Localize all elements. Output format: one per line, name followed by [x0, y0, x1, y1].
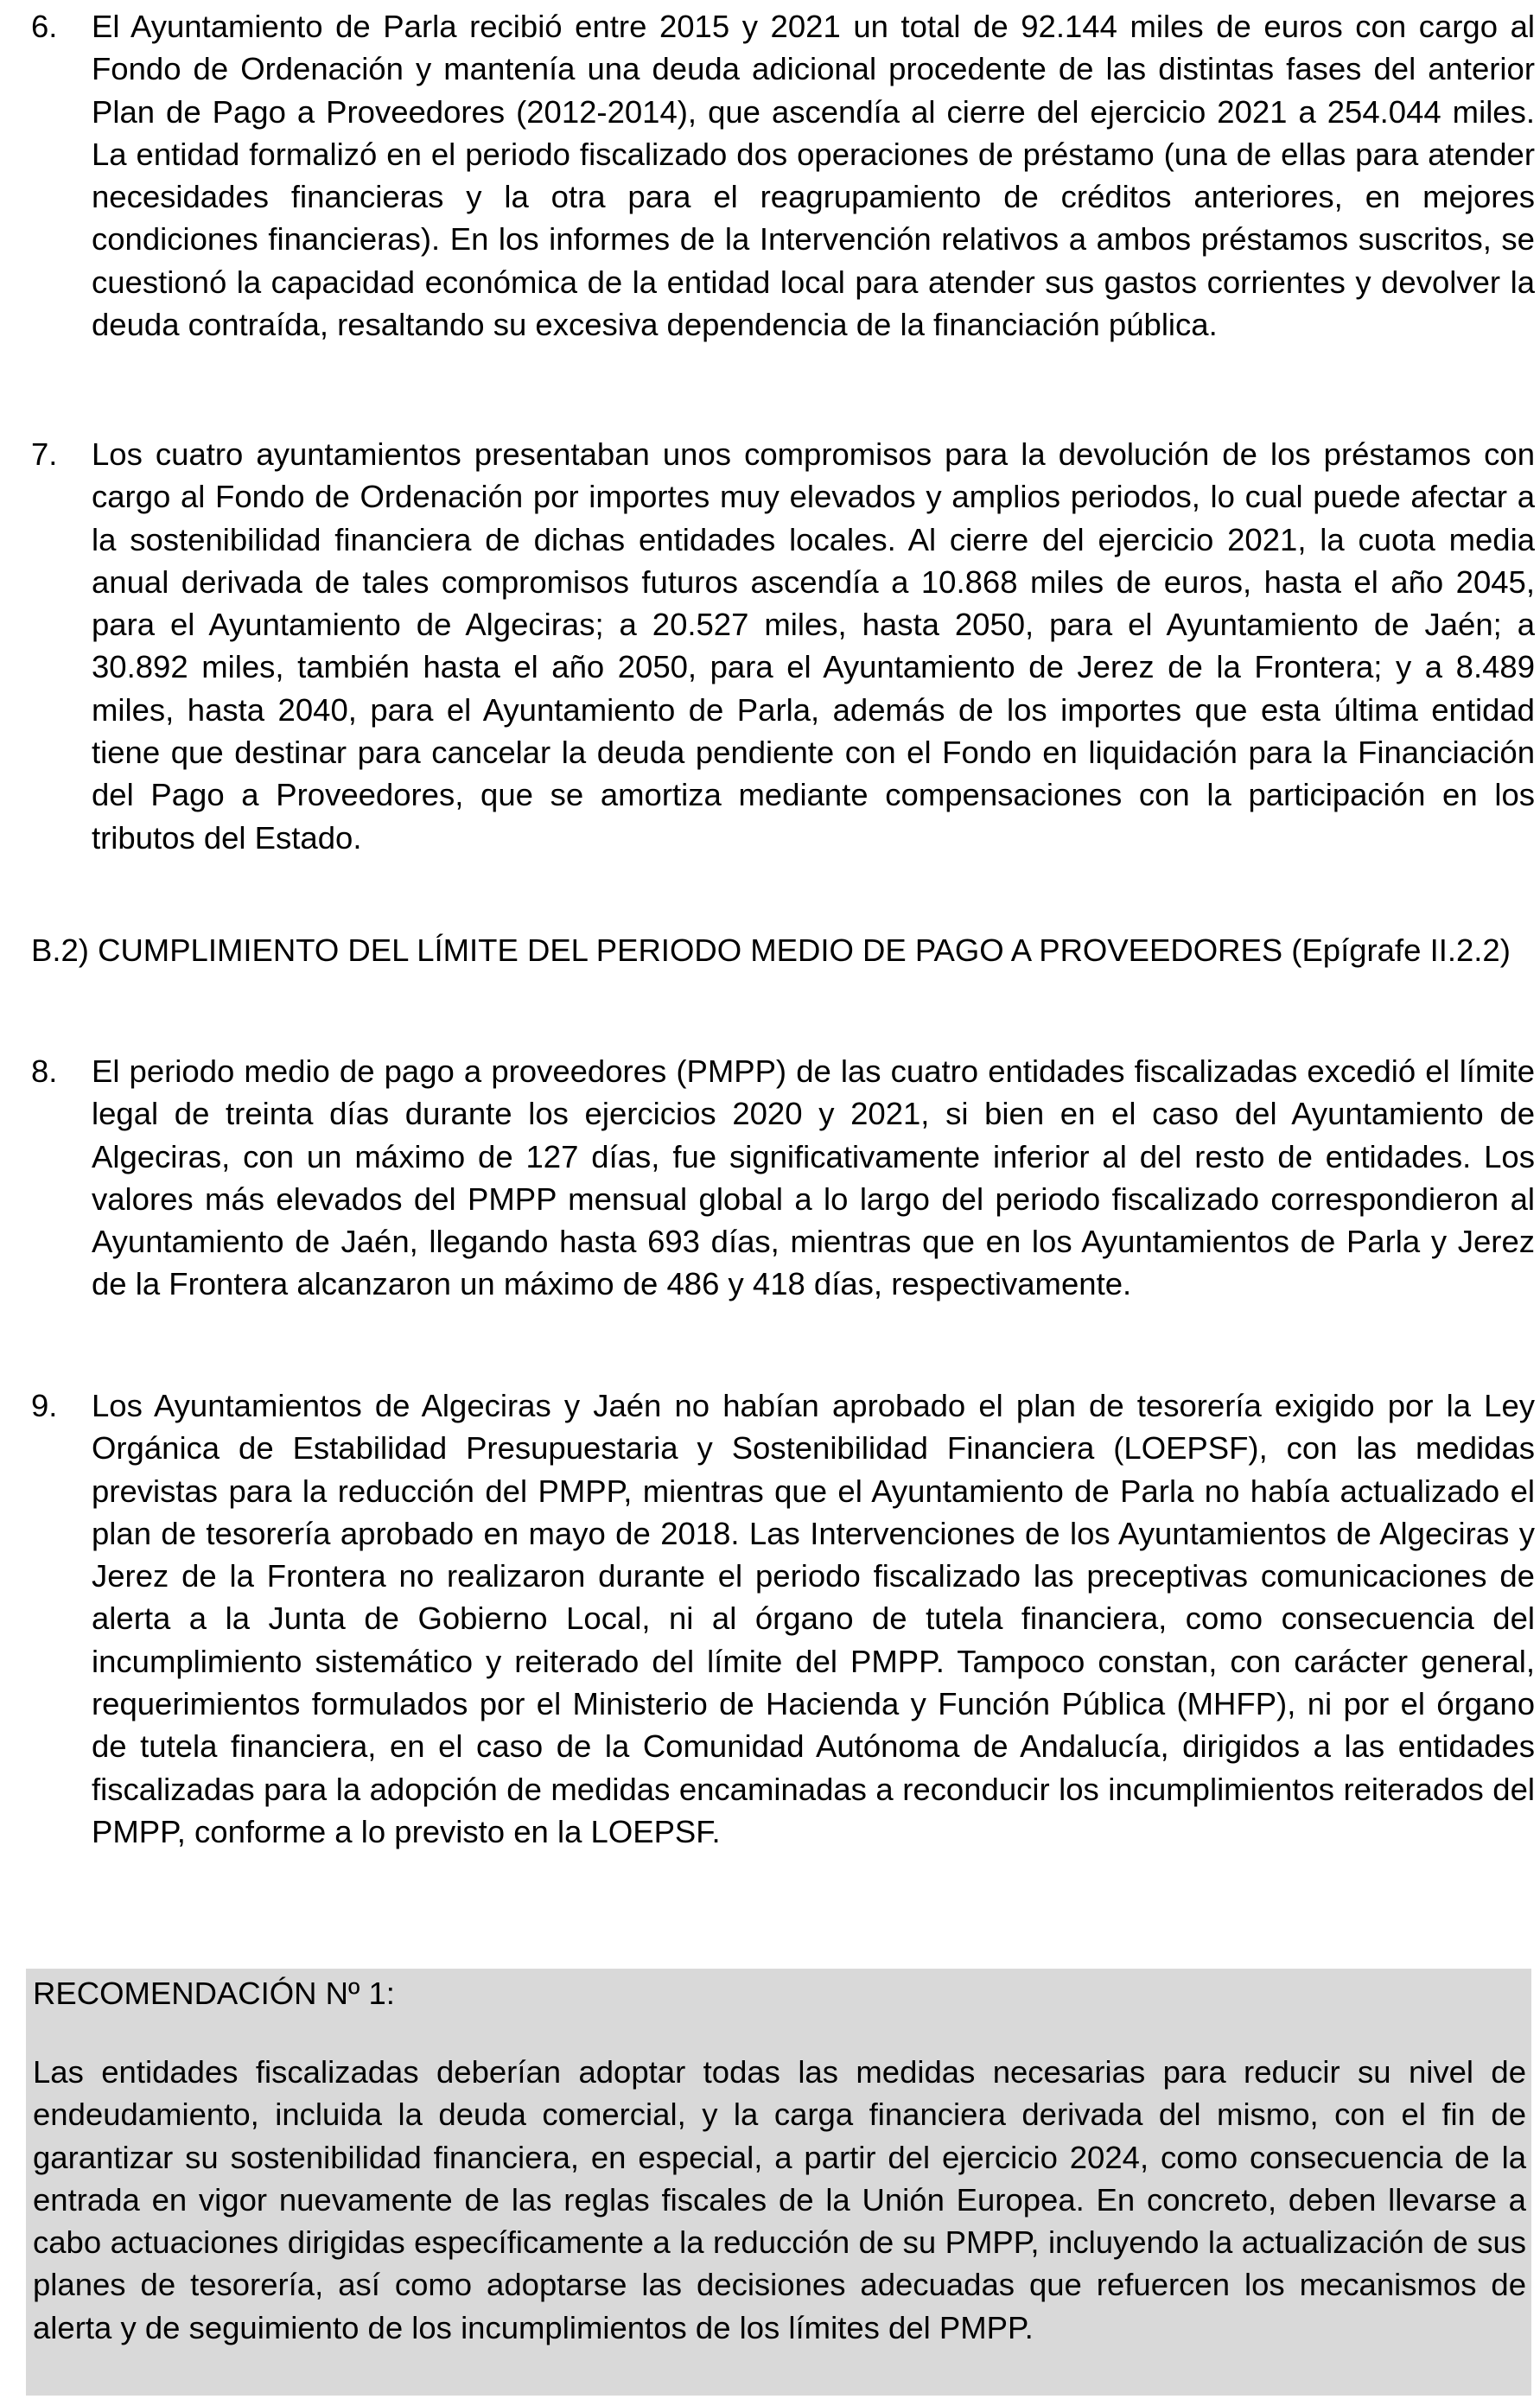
paragraph-number: 7.: [31, 436, 58, 472]
paragraph-6: [31, 5, 1535, 346]
paragraph-number: 6.: [31, 9, 58, 44]
paragraph-7: [31, 433, 1535, 859]
paragraph-text: Los Ayuntamientos de Algeciras y Jaén no habían aprobado el plan de tesorería exigido por la Ley Orgánica de Estabilidad Presupuestaria y Sostenibilidad Financiera (LOEPSF), con las medidas previstas para la reducción del PMPP, mientras que el Ayuntamiento de Parla no había actualizado el plan de tesorería aprobado en mayo de 2018. Las Intervenciones de los Ayuntamientos de Algeciras y Jerez de la Frontera no realizaron durante el periodo fiscalizado las preceptivas comunicaciones de alerta a la Junta de Gobierno Local, ni al órgano de tutela financiera, como consecuencia del incumplimiento sistemático y reiterado del límite del PMPP. Tampoco constan, con carácter general, requerimientos formulados por el Ministerio de Hacienda y Función Pública (MHFP), ni por el órgano de tutela financiera, en el caso de la Comunidad Autónoma de Andalucía, dirigidos a las entidades fiscalizadas para la adopción de medidas encaminadas a reconducir los incumplimientos reiterados del PMPP, conforme a lo previsto en la LOEPSF.: [92, 1388, 1535, 1849]
recommendation-body: Las entidades fiscalizadas deberían adoptar todas las medidas necesarias para reducir su nivel de endeudamiento, incluida la deuda comercial, y la carga financiera derivada del mismo, con el fin de garantizar su sostenibilidad financiera, en especial, a partir del ejercicio 2024, como consecuencia de la entrada en vigor nuevamente de las reglas fiscales de la Unión Europea. En concreto, deben llevarse a cabo actuaciones dirigidas específicamente a la reducción de su PMPP, incluyendo la actualización de sus planes de tesorería, así como adoptarse las decisiones adecuadas que refuercen los mecanismos de alerta y de seguimiento de los incumplimientos de los límites del PMPP.: [33, 2054, 1526, 2345]
paragraph-number: 8.: [31, 1053, 58, 1089]
paragraph-text: Los cuatro ayuntamientos presentaban unos compromisos para la devolución de los préstamos con cargo al Fondo de Ordenación por importes muy elevados y amplios periodos, lo cual puede afectar a la sostenibilidad financiera de dichas entidades locales. Al cierre del ejercicio 2021, la cuota media anual derivada de tales compromisos futuros ascendía a 10.868 miles de euros, hasta el año 2045, para el Ayuntamiento de Algeciras; a 20.527 miles, hasta 2050, para el Ayuntamiento de Jaén; a 30.892 miles, también hasta el año 2050, para el Ayuntamiento de Jerez de la Frontera; y a 8.489 miles, hasta 2040, para el Ayuntamiento de Parla, además de los importes que esta última entidad tiene que destinar para cancelar la deuda pendiente con el Fondo en liquidación para la Financiación del Pago a Proveedores, que se amortiza mediante compensaciones con la participación en los tributos del Estado.: [92, 436, 1535, 856]
paragraph-text: El periodo medio de pago a proveedores (PMPP) de las cuatro entidades fiscalizadas excedió el límite legal de treinta días durante los ejercicios 2020 y 2021, si bien en el caso del Ayuntamiento de Algeciras, con un máximo de 127 días, fue significativamente inferior al del resto de entidades. Los valores más elevados del PMPP mensual global a lo largo del periodo fiscalizado correspondieron al Ayuntamiento de Jaén, llegando hasta 693 días, mientras que en los Ayuntamientos de Parla y Jerez de la Frontera alcanzaron un máximo de 486 y 418 días, respectivamente.: [92, 1053, 1535, 1302]
recommendation-title: RECOMENDACIÓN Nº 1:: [33, 1976, 395, 2011]
section-heading: B.2) CUMPLIMIENTO DEL LÍMITE DEL PERIODO MEDIO DE PAGO A PROVEEDORES (Epígrafe II.2.2): [31, 932, 1511, 968]
paragraph-8: [31, 1050, 1535, 1306]
paragraph-text: El Ayuntamiento de Parla recibió entre 2015 y 2021 un total de 92.144 miles de euros con cargo al Fondo de Ordenación y mantenía una deuda adicional procedente de las distintas fases del anterior Plan de Pago a Proveedores (2012-2014), que ascendía al cierre del ejercicio 2021 a 254.044 miles. La entidad formalizó en el periodo fiscalizado dos operaciones de préstamo (una de ellas para atender necesidades financieras y la otra para el reagrupamiento de créditos anteriores, en mejores condiciones financieras). En los informes de la Intervención relativos a ambos préstamos suscritos, se cuestionó la capacidad económica de la entidad local para atender sus gastos corrientes y devolver la deuda contraída, resaltando su excesiva dependencia de la financiación pública.: [92, 9, 1535, 343]
paragraph-9: [31, 1384, 1535, 1853]
paragraph-number: 9.: [31, 1388, 58, 1423]
recommendation-box: [26, 1969, 1531, 2396]
